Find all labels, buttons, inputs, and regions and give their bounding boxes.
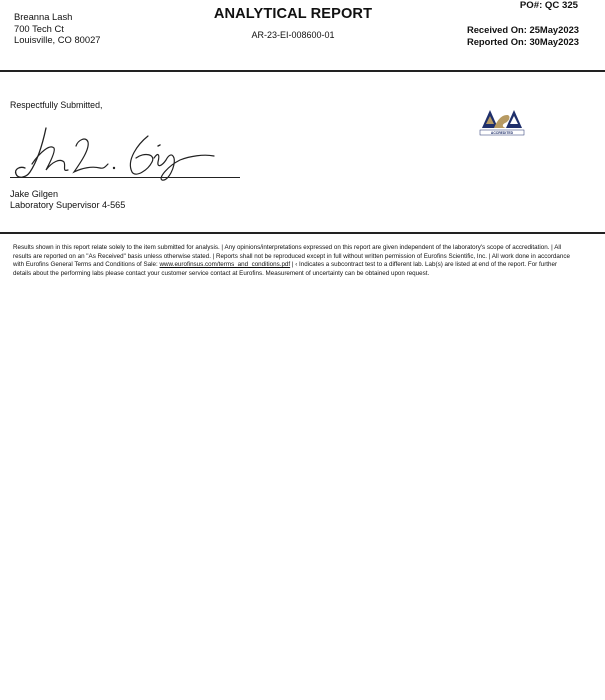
reported-date: Reported On: 30May2023 — [466, 35, 579, 47]
report-header — [193, 6, 393, 40]
signature-image — [8, 122, 240, 184]
accreditation-badge-logo — [477, 101, 527, 139]
received-date: Received On: 25May2023 — [466, 24, 579, 35]
signature-line — [10, 177, 240, 178]
disclaimer-part-1: Results shown in this report relate solely to the item submitted for analysis. | Any opinions/interpretations expressed on this report are given independent of the laboratory's scope of accreditation. | All results are reported on an "As Received" basis unless otherwise stated. | Reports shall not be reproduced except in full without written permission of Eurofins Scientific, Inc. | All work done in accordance with Eurofins General Terms and Conditions of Sale: — [13, 244, 570, 269]
terms-link[interactable]: www.eurofinsus.com/terms_and_conditions.pdf — [159, 261, 291, 269]
client-city: Louisville, CO 80027 — [14, 34, 101, 45]
po-number: PO#: QC 325 — [519, 0, 578, 11]
client-street: 700 Tech Ct — [14, 22, 64, 34]
disclaimer-part-2: | ‹ Indicates a subcontract test to a different lab. Lab(s) are listed at end of the report. For further details about the performing labs please contact your customer service contact at Eurofins. Measurement of uncertainty can be obtained upon request. — [13, 261, 558, 277]
signer-block — [10, 189, 125, 211]
submitted-label: Respectfully Submitted, — [10, 100, 103, 110]
report-title: ANALYTICAL REPORT — [213, 6, 373, 22]
signer-title: Laboratory Supervisor 4-565 — [10, 200, 126, 210]
report-dates — [467, 24, 579, 47]
client-name: Breanna Lash — [14, 11, 73, 22]
badge-text: ACCREDITED — [490, 131, 514, 135]
report-id: AR-23-EI-008600-01 — [251, 30, 335, 40]
header-divider — [0, 70, 605, 72]
body-divider — [0, 232, 605, 234]
signer-name: Jake Gilgen — [10, 189, 59, 199]
disclaimer-text — [13, 244, 575, 278]
client-address — [14, 11, 101, 46]
